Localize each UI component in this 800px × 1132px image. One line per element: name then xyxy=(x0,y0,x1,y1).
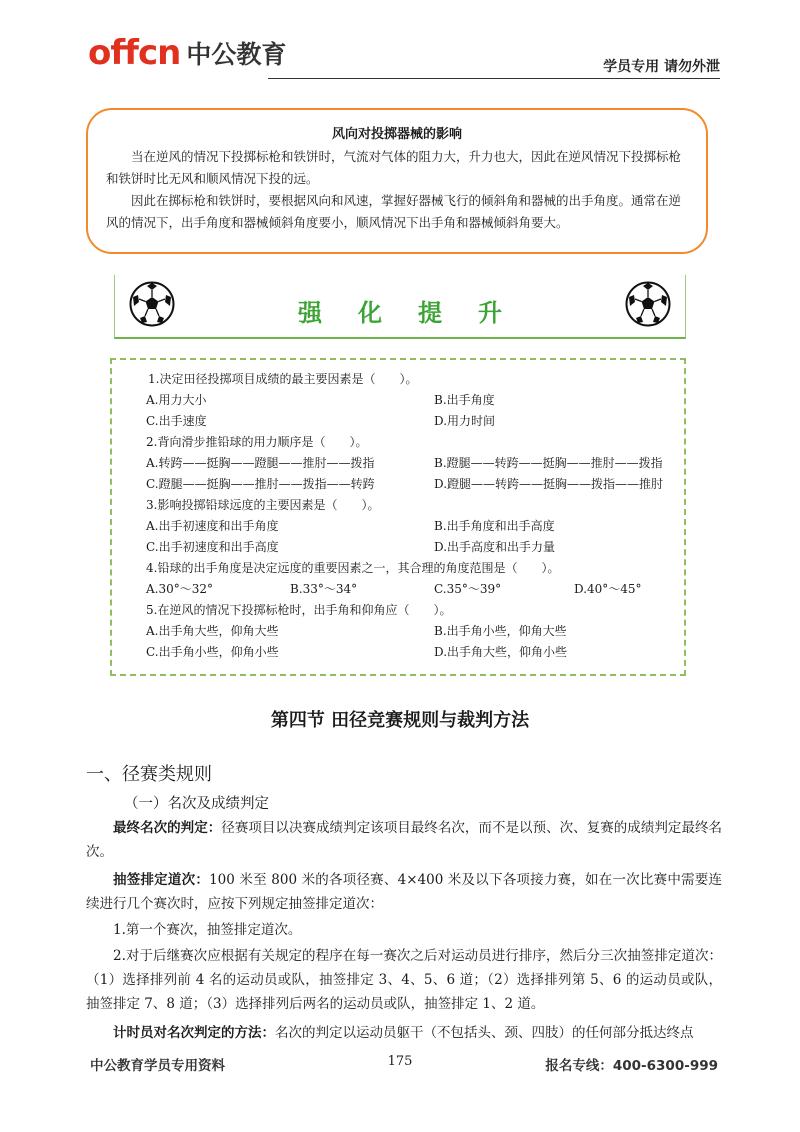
heading-track-rules: 一、径赛类规则 xyxy=(86,764,212,785)
page-header xyxy=(88,33,720,80)
question-3-option-a: A.出手初速度和出手角度 xyxy=(146,519,279,533)
subheading-ranking: （一）名次及成绩判定 xyxy=(124,796,269,812)
practice-questions xyxy=(110,358,686,676)
question-5-option-b: B.出手角小些，仰角大些 xyxy=(434,624,567,638)
footer-hotline: 报名专线：400-6300-999 xyxy=(545,1058,718,1074)
paragraph-first-round: 1.第一个赛次，抽签排定道次。 xyxy=(113,922,302,938)
offcn-logo xyxy=(88,33,287,73)
question-5-option-c: C.出手角小些，仰角小些 xyxy=(146,645,279,659)
practice-banner xyxy=(114,275,686,339)
soccer-ball-icon xyxy=(625,281,671,327)
logo-cn-text: 中公教育 xyxy=(186,40,287,69)
question-4: 4.铅球的出手角度是决定远度的重要因素之一，其合理的角度范围是（ ）。 xyxy=(146,561,560,575)
question-2-option-d: D.蹬腿——转跨——挺胸——拨指——推肘 xyxy=(434,477,664,491)
paragraph-lane-draw xyxy=(86,868,722,916)
paragraph-timekeeper xyxy=(86,1021,722,1045)
question-4-option-b: B.33°～34° xyxy=(290,582,358,596)
page-number: 175 xyxy=(387,1054,413,1069)
question-3-option-d: D.出手高度和出手力量 xyxy=(434,540,556,554)
question-3-option-c: C.出手初速度和出手高度 xyxy=(146,540,279,554)
question-1-option-c: C.出手速度 xyxy=(146,414,207,428)
info-box-paragraph-1: 当在逆风的情况下投掷标枪和铁饼时，气流对气体的阻力大，升力也大，因此在逆风情况下投掷标枪和铁饼时比无风和顺风情况下投的远。 xyxy=(106,149,682,186)
question-1-option-d: D.用力时间 xyxy=(434,414,496,428)
question-2: 2.背向滑步推铅球的用力顺序是（ ）。 xyxy=(146,435,368,449)
question-5: 5.在逆风的情况下投掷标枪时，出手角和仰角应（ ）。 xyxy=(146,603,452,617)
question-4-option-a: A.30°～32° xyxy=(146,582,214,596)
question-5-option-d: D.出手角大些，仰角小些 xyxy=(434,645,568,659)
question-4-option-c: C.35°～39° xyxy=(434,582,502,596)
info-box-title: 风向对投掷器械的影响 xyxy=(331,127,462,142)
paragraph-later-rounds: 2.对于后继赛次应根据有关规定的程序在每一赛次之后对运动员进行排序，然后分三次抽签排定道次：（1）选择排列前 4 名的运动员或队，抽签排定 3、4、5、6 道；（2）选择排列第 5、6 的运动员或队，抽签排定 7、8 道；（3）选择排列后两名的运动员或队，抽签排定 1、2 道。 xyxy=(86,948,722,1012)
logo-en-text: offcn xyxy=(88,33,181,73)
paragraph-lead: 计时员对名次判定的方法： xyxy=(113,1025,275,1041)
paragraph-body: 名次的判定以运动员躯干（不包括头、颈、四肢）的任何部分抵达终点 xyxy=(275,1025,694,1041)
question-5-option-a: A.出手角大些，仰角大些 xyxy=(146,624,279,638)
question-3-option-b: B.出手角度和出手高度 xyxy=(434,519,555,533)
info-box xyxy=(86,108,708,254)
question-3: 3.影响投掷铅球远度的主要因素是（ ）。 xyxy=(146,498,380,512)
paragraph-lead: 抽签排定道次： xyxy=(113,872,210,888)
paragraph-body: 100 米至 800 米的各项径赛、4×400 米及以下各项接力赛，如在一次比赛中需要连续进行几个赛次时，应按下列规定抽签排定道次： xyxy=(86,872,723,912)
paragraph-lead: 最终名次的判定： xyxy=(113,820,222,836)
question-2-option-c: C.蹬腿——挺胸——推肘——拨指——转跨 xyxy=(146,477,375,491)
header-divider xyxy=(268,78,720,79)
info-box-paragraph-2: 因此在掷标枪和铁饼时，要根据风向和风速，掌握好器械飞行的倾斜角和器械的出手角度。通常在逆风的情况下，出手角度和器械倾斜角度要小，顺风情况下出手角和器械倾斜角要大。 xyxy=(106,193,682,230)
footer-label: 中公教育学员专用资料 xyxy=(90,1058,225,1074)
paragraph-body: 径赛项目以决赛成绩判定该项目最终名次，而不是以预、次、复赛的成绩判定最终名次。 xyxy=(86,820,723,860)
banner-title: 强化提升 xyxy=(298,298,538,327)
question-2-option-a: A.转跨——挺胸——蹬腿——推肘——拨指 xyxy=(146,456,375,470)
header-tag: 学员专用 请勿外泄 xyxy=(603,59,720,75)
question-1-option-b: B.出手角度 xyxy=(434,393,495,407)
question-1-option-a: A.用力大小 xyxy=(146,393,207,407)
question-2-option-b: B.蹬腿——转跨——挺胸——推肘——拨指 xyxy=(434,456,663,470)
question-4-option-d: D.40°～45° xyxy=(574,582,642,596)
section-title: 第四节 田径竞赛规则与裁判方法 xyxy=(270,710,530,731)
question-1: 1.决定田径投掷项目成绩的最主要因素是（ ）。 xyxy=(148,372,418,386)
paragraph-final-ranking xyxy=(86,816,722,864)
